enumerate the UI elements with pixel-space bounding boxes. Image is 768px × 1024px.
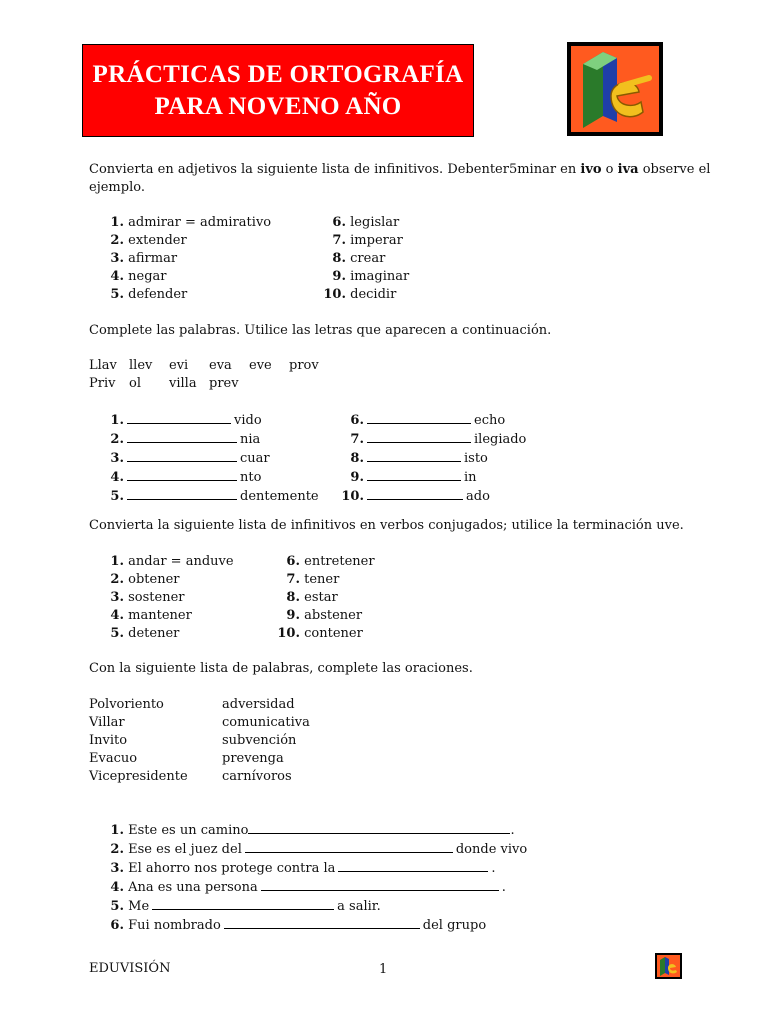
blank-line[interactable] <box>338 859 488 872</box>
sentence-item: 1. Este es un camino . <box>110 823 515 838</box>
section3-instruction: Convierta la siguiente lista de infinitivos en verbos conjugados; utilice la terminación uve. <box>89 518 684 533</box>
eduvision-logo <box>567 42 663 136</box>
list-item: 8. crear <box>332 251 386 266</box>
instruction-connector: o <box>601 162 618 177</box>
list-item: 4. mantener <box>110 608 192 623</box>
instruction-text: Convierta en adjetivos la siguiente lista de infinitivos. Debenter5minar en <box>89 162 581 177</box>
blank-line[interactable] <box>127 430 237 443</box>
word-bank-item: Invito <box>89 733 128 748</box>
list-item: 9. imaginar <box>332 269 410 284</box>
blank-line[interactable] <box>367 487 463 500</box>
word-bank-item: prevenga <box>222 751 284 766</box>
blank-line[interactable] <box>367 430 471 443</box>
list-item: 3. sostener <box>110 590 185 605</box>
list-item: 6. legislar <box>332 215 400 230</box>
word-bank-item: Evacuo <box>89 751 138 766</box>
blank-line[interactable] <box>152 897 334 910</box>
book-logo-icon <box>567 42 663 136</box>
sentence-item: 6. Fui nombrado del grupo <box>110 918 487 933</box>
blank-line[interactable] <box>224 916 420 929</box>
blank-line[interactable] <box>127 487 237 500</box>
list-item: 5. detener <box>110 626 180 641</box>
fill-blank-item: 9. in <box>350 470 477 485</box>
list-item: 1. andar = anduve <box>110 554 234 569</box>
suffix-ivo: ivo <box>580 162 602 177</box>
list-item: 5. defender <box>110 287 188 302</box>
blank-line[interactable] <box>245 840 453 853</box>
list-item: 3. afirmar <box>110 251 178 266</box>
fill-blank-item: 1. vido <box>110 413 262 428</box>
sentence-item: 2. Ese es el juez del donde vivo <box>110 842 528 857</box>
section2-instruction: Complete las palabras. Utilice las letras que aparecen a continuación. <box>89 323 552 338</box>
blank-line[interactable] <box>367 411 471 424</box>
fill-blank-item: 5. dentemente <box>110 489 319 504</box>
section1-instruction <box>89 161 710 179</box>
word-bank-item: Polvoriento <box>89 697 164 712</box>
section4-instruction: Con la siguiente lista de palabras, complete las oraciones. <box>89 661 473 676</box>
fill-blank-item: 4. nto <box>110 470 262 485</box>
word-bank-right <box>222 696 310 786</box>
list-item: 9. abstener <box>286 608 363 623</box>
word-bank-item: carnívoros <box>222 769 292 784</box>
list-item: 2. extender <box>110 233 187 248</box>
page-title-line-1: PRÁCTICAS DE ORTOGRAFÍA <box>92 60 464 88</box>
word-bank-left <box>89 696 188 786</box>
letters-row-1: Llav llev evi eva eve prov <box>89 358 319 373</box>
section1-list-left <box>100 214 271 304</box>
title-banner <box>82 44 474 137</box>
letters-row-2: Priv ol villa prev <box>89 376 239 391</box>
blank-line[interactable] <box>127 411 231 424</box>
blank-line[interactable] <box>127 468 237 481</box>
list-item: 10. decidir <box>323 287 397 302</box>
list-item: 1. admirar = admirativo <box>110 215 272 230</box>
word-bank-item: Villar <box>89 715 125 730</box>
list-item: 8. estar <box>286 590 338 605</box>
blank-line[interactable] <box>367 449 461 462</box>
list-item: 7. tener <box>286 572 340 587</box>
blank-line[interactable] <box>248 821 510 834</box>
section3-list-left <box>100 553 234 643</box>
footer-logo <box>655 953 682 979</box>
sentence-list <box>100 821 527 935</box>
footer-brand: EDUVISIÓN <box>89 961 171 976</box>
section1-instruction-line2: ejemplo. <box>89 180 145 195</box>
section3-list-right <box>276 553 375 643</box>
list-item: 10. contener <box>277 626 363 641</box>
sentence-item: 3. El ahorro nos protege contra la . <box>110 861 496 876</box>
sentence-item: 4. Ana es una persona . <box>110 880 506 895</box>
word-bank-item: comunicativa <box>222 715 310 730</box>
blank-line[interactable] <box>367 468 461 481</box>
fill-blank-item: 8. isto <box>350 451 488 466</box>
blank-line[interactable] <box>261 878 499 891</box>
fill-blank-item: 10. ado <box>341 489 490 504</box>
list-item: 2. obtener <box>110 572 180 587</box>
book-logo-icon <box>655 953 682 979</box>
section1-list-right <box>322 214 409 304</box>
section2-list-left <box>100 411 319 506</box>
fill-blank-item: 2. nia <box>110 432 261 447</box>
page-title-line-2: PARA NOVENO AÑO <box>154 92 402 120</box>
section2-list-right <box>340 411 526 506</box>
list-item: 6. entretener <box>286 554 375 569</box>
list-item: 7. imperar <box>332 233 403 248</box>
fill-blank-item: 7. ilegiado <box>350 432 527 447</box>
word-bank-item: Vicepresidente <box>89 769 188 784</box>
page-number: 1 <box>379 962 388 977</box>
fill-blank-item: 3. cuar <box>110 451 270 466</box>
sentence-item: 5. Me a salir. <box>110 899 381 914</box>
word-bank-item: subvención <box>222 733 297 748</box>
suffix-iva: iva <box>617 162 639 177</box>
fill-blank-item: 6. echo <box>350 413 506 428</box>
blank-line[interactable] <box>127 449 237 462</box>
instruction-text: observe el <box>638 162 711 177</box>
word-bank-item: adversidad <box>222 697 295 712</box>
list-item: 4. negar <box>110 269 167 284</box>
